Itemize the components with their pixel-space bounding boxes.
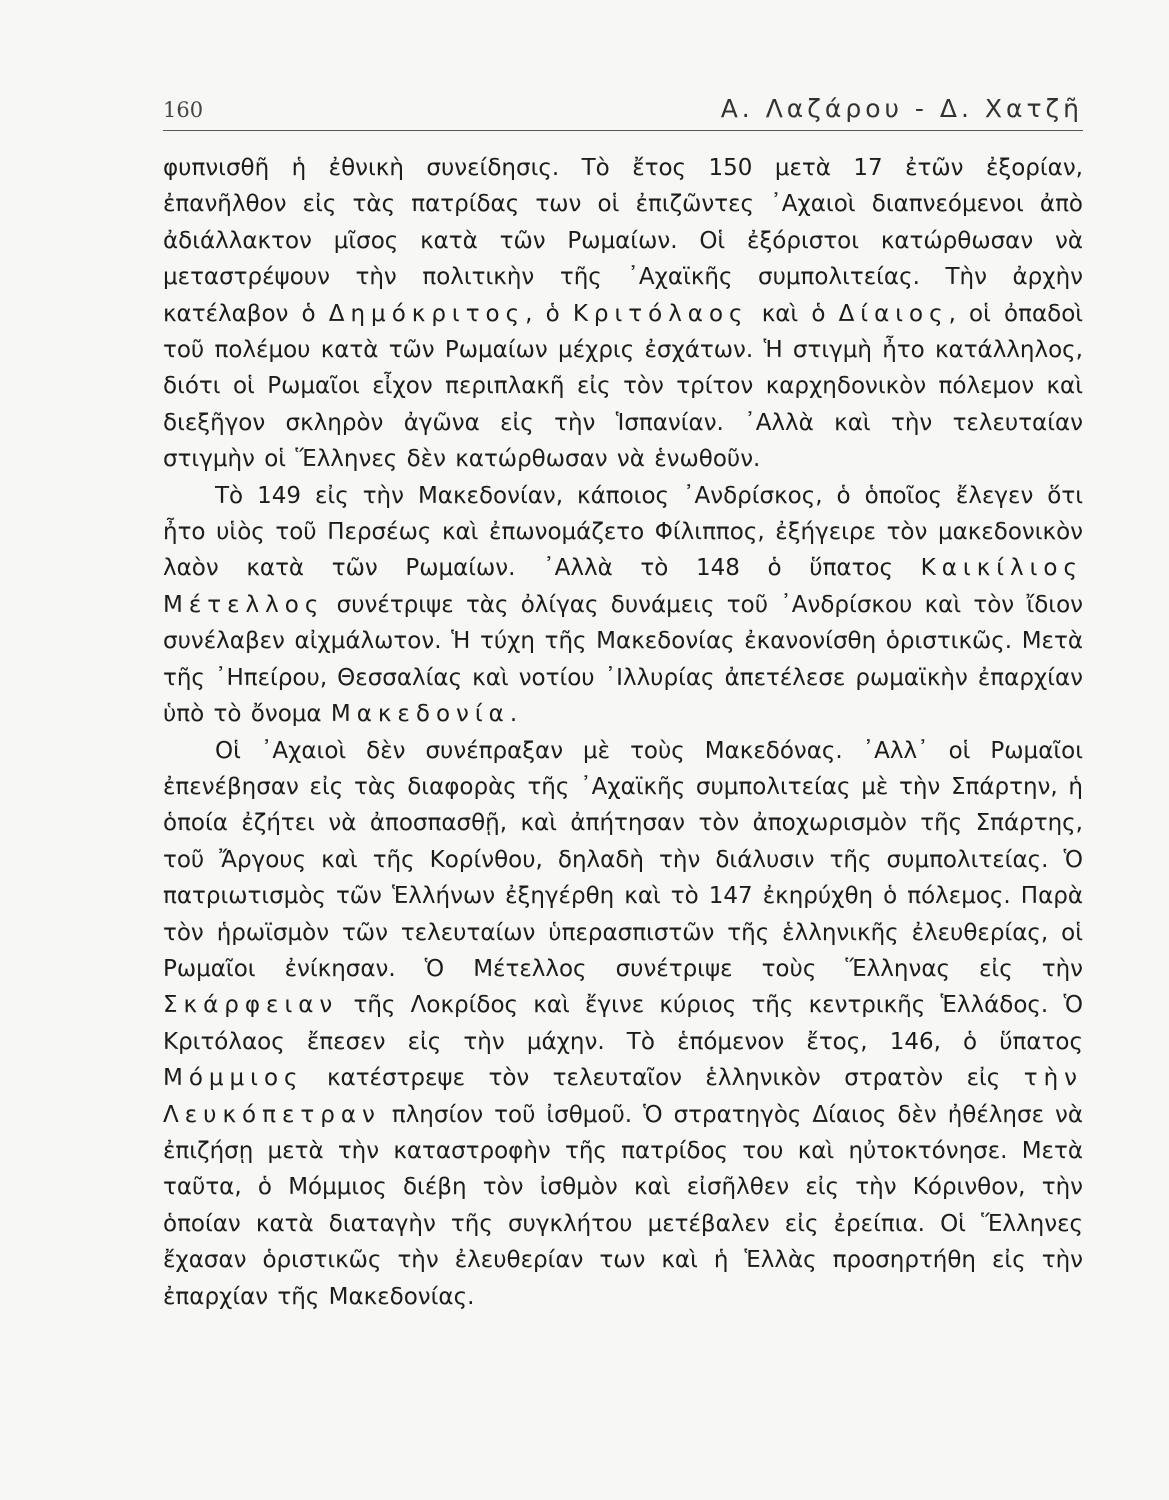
page-number: 160	[163, 98, 204, 122]
header-rule	[163, 130, 1083, 131]
spaced-name: Δίαιος	[838, 300, 949, 327]
paragraph-2	[163, 478, 1083, 733]
text-run: τῆς Λοκρίδος καὶ ἔγινε κύριος τῆς κεντρικῆς Ἑλλάδος. Ὁ Κριτόλαος ἔπεσεν εἰς τὴν μάχην. Τὸ ἑπόμενον ἔτος, 146, ὁ ὕπατος	[163, 992, 1083, 1055]
text-run: πλησίον τοῦ ἰσθμοῦ. Ὁ στρατηγὸς Δίαιος δὲν ἠθέλησε νὰ ἐπιζήσῃ μετὰ τὴν καταστροφὴν τῆς πατρίδος του καὶ ηὐτοκτόνησε. Μετὰ ταῦτα, ὁ Μόμμιος διέβη τὸν ἰσθμὸν καὶ εἰσῆλθεν εἰς τὴν Κόρινθον, τὴν ὁποίαν κατὰ διαταγὴν τῆς συγκλήτου μετέβαλεν εἰς ἐρείπια. Οἱ Ἕλληνες ἔχασαν ὁριστικῶς τὴν ἐλευθερίαν των καὶ ἡ Ἑλλὰς προσηρτήθη εἰς τὴν ἐπαρχίαν τῆς Μακεδονίας.	[163, 1101, 1084, 1310]
text-run: φυπνισθῆ ἡ ἐθνικὴ συνείδησις. Τὸ ἔτος 150 μετὰ 17 ἐτῶν ἐξορίαν, ἐπανῆλθον εἰς τὰς πατρίδας των οἱ ἐπιζῶντες ᾿Αχαιοὶ διαπνεόμενοι ἀπὸ ἀδιάλλακτον μῖσος κατὰ τῶν Ρωμαίων. Οἱ ἐξόριστοι κατώρθωσαν νὰ μεταστρέψουν τὴν πολιτικὴν τῆς ᾿Αχαϊκῆς συμπολιτείας. Τὴν ἀρχὴν κατέλαβον ὁ	[163, 155, 1083, 327]
spaced-name: Δημόκριτος	[328, 300, 526, 327]
text-run: κατέστρεψε τὸν τελευταῖον ἑλληνικὸν στρατὸν εἰς	[326, 1065, 1001, 1092]
running-head: Α. Λαζάρου - Δ. Χατζῆ	[720, 94, 1083, 123]
spaced-name: Μακεδονία	[330, 701, 510, 728]
paragraph-1	[163, 150, 1083, 478]
text-run: .	[509, 701, 518, 728]
spaced-name: Καικίλιος Μέτελλος	[163, 555, 1084, 618]
page-header	[163, 92, 1083, 132]
paragraph-3	[163, 733, 1083, 1316]
spaced-name: Κριτόλαος	[572, 300, 749, 327]
text-run: , ὁ	[525, 300, 560, 327]
body-text	[163, 150, 1083, 1430]
text-run: Οἱ ᾿Αχαιοὶ δὲν συνέπραξαν μὲ τοὺς Μακεδόνας. ᾿Αλλ᾿ οἱ Ρωμαῖοι ἐπενέβησαν εἰς τὰς διαφορὰς τῆς ᾿Αχαϊκῆς συμπολιτείας μὲ τὴν Σπάρτην, ἡ ὁποία ἐζήτει νὰ ἀποσπασθῇ, καὶ ἀπήτησαν τὸν ἀποχωρισμὸν τῆς Σπάρτης, τοῦ Ἄργους καὶ τῆς Κορίνθου, δηλαδὴ τὴν διάλυσιν τῆς συμπολιτείας. Ὁ πατριωτισμὸς τῶν Ἑλλήνων ἐξηγέρθη καὶ τὸ 147 ἐκηρύχθη ὁ πόλεμος. Παρὰ τὸν ἡρωϊσμὸν τῶν τελευταίων ὑπερασπιστῶν τῆς ἑλληνικῆς ἐλευθερίας, οἱ Ρωμαῖοι ἐνίκησαν. Ὁ Μέτελλος συνέτριψε τοὺς Ἕλληνας εἰς τὴν	[163, 737, 1083, 982]
spaced-name: Μόμμιος	[163, 1065, 304, 1092]
text-run: καὶ ὁ	[761, 300, 826, 327]
text-run: συνέτριψε τὰς ὀλίγας δυνάμεις τοῦ ᾿Ανδρίσκου καὶ τὸν ἴδιον συνέλαβεν αἰχμάλωτον. Ἡ τύχη τῆς Μακεδονίας ἐκανονίσθη ὁριστικῶς. Μετὰ τῆς ᾿Ηπείρου, Θεσσαλίας καὶ νοτίου ᾿Ιλλυρίας ἀπετέλεσε ρωμαϊκὴν ἐπαρχίαν ὑπὸ τὸ ὄνομα	[163, 591, 1083, 728]
text-run: Τὸ 149 εἰς τὴν Μακεδονίαν, κάποιος ᾿Ανδρίσκος, ὁ ὁποῖος ἔλεγεν ὅτι ἦτο υἱὸς τοῦ Περσέως καὶ ἐπωνομάζετο Φίλιππος, ἐξήγειρε τὸν μακεδονικὸν λαὸν κατὰ τῶν Ρωμαίων. ᾿Αλλὰ τὸ 148 ὁ ὕπατος	[163, 482, 1083, 582]
spaced-name: τὴν Λευκόπετραν	[163, 1065, 1084, 1128]
text-run: , οἱ ὀπαδοὶ τοῦ πολέμου κατὰ τῶν Ρωμαίων μέχρις ἐσχάτων. Ἡ στιγμὴ ἦτο κατάλληλος, διότι οἱ Ρωμαῖοι εἶχον περιπλακῆ εἰς τὸν τρίτον καρχηδονικὸν πόλεμον καὶ διεξῆγον σκληρὸν ἀγῶνα εἰς τὴν Ἱσπανίαν. ᾿Αλλὰ καὶ τὴν τελευταίαν στιγμὴν οἱ Ἕλληνες δὲν κατώρθωσαν νὰ ἑνωθοῦν.	[163, 300, 1084, 473]
spaced-name: Σκάρφειαν	[163, 992, 339, 1019]
